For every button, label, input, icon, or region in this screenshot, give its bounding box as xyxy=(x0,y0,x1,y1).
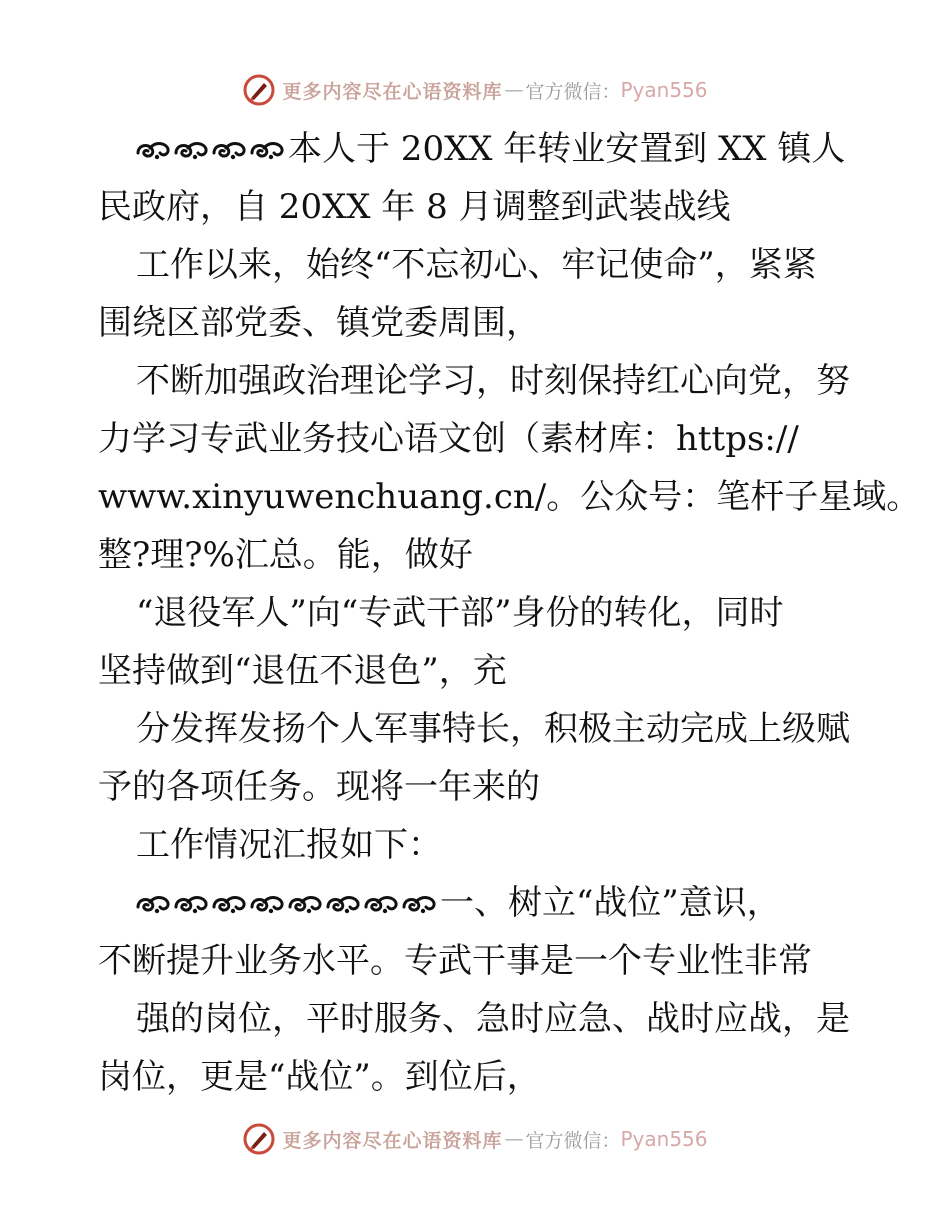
body-line xyxy=(98,178,858,236)
body-line xyxy=(98,526,858,584)
body-line-text: 分发挥发扬个人军事特长，积极主动完成上级赋 xyxy=(136,709,850,749)
pen-logo-icon xyxy=(242,1122,276,1156)
ornament-icon xyxy=(250,893,284,917)
body-line xyxy=(98,874,858,932)
body-line xyxy=(98,584,858,642)
body-line-text: 围绕区部党委、镇党委周围， xyxy=(98,303,540,343)
body-line xyxy=(98,816,858,874)
watermark-wechat-id: Pyan556 xyxy=(620,78,708,102)
body-line-text: 本人于 20XX 年转业安置到 XX 镇人 xyxy=(288,129,846,169)
body-line-text: 不断加强政治理论学习，时刻保持红心向党，努 xyxy=(136,361,850,401)
watermark-sub-text: 官方微信： xyxy=(525,1129,621,1152)
body-line-text: 民政府，自 20XX 年 8 月调整到武装战线 xyxy=(98,187,731,227)
ornament-icon xyxy=(288,893,322,917)
body-line xyxy=(98,236,858,294)
ornament-icon xyxy=(402,893,436,917)
body-line-text: 不断提升业务水平。专武干事是一个专业性非常 xyxy=(98,941,812,981)
body-line-text: 一、树立“战位”意识， xyxy=(440,883,781,923)
body-line xyxy=(98,758,858,816)
watermark-main-text: 更多内容尽在心语资料库 xyxy=(282,1129,503,1152)
ornament-icon xyxy=(174,139,208,163)
body-line xyxy=(98,1048,858,1106)
ornament-icon xyxy=(212,893,246,917)
watermark-sub-text: 官方微信： xyxy=(525,80,621,103)
body-line-text: 整?理?%汇总。能，做好 xyxy=(98,535,473,575)
body-line xyxy=(98,932,858,990)
body-line-text: “退役军人”向“专武干部”身份的转化，同时 xyxy=(136,593,784,633)
body-line-text: 力学习专武业务技心语文创（素材库：https:// xyxy=(98,419,799,459)
body-line xyxy=(98,642,858,700)
watermark-separator: — xyxy=(504,79,524,101)
pen-logo-icon xyxy=(242,73,276,107)
body-line-text: 坚持做到“退伍不退色”，充 xyxy=(98,651,507,691)
body-line xyxy=(98,990,858,1048)
ornament-icon xyxy=(364,893,398,917)
body-line-text: 工作情况汇报如下： xyxy=(136,825,442,865)
watermark-separator: — xyxy=(504,1128,524,1150)
body-line xyxy=(98,410,858,468)
body-line xyxy=(98,120,858,178)
watermark-wechat-id: Pyan556 xyxy=(620,1127,708,1151)
watermark-banner-top xyxy=(0,70,950,110)
body-line xyxy=(98,700,858,758)
ornament-icon xyxy=(136,139,170,163)
body-line-text: 强的岗位，平时服务、急时应急、战时应战，是 xyxy=(136,999,850,1039)
body-line-text: 工作以来，始终“不忘初心、牢记使命”，紧紧 xyxy=(136,245,817,285)
body-line-text: www.xinyuwenchuang.cn/。公众号：笔杆子星域。 xyxy=(98,477,921,517)
body-line xyxy=(98,294,858,352)
ornament-icon xyxy=(174,893,208,917)
ornament-icon xyxy=(326,893,360,917)
ornament-icon xyxy=(212,139,246,163)
document-body xyxy=(98,120,921,1106)
body-line-text: 岗位，更是“战位”。到位后， xyxy=(98,1057,541,1097)
watermark-main-text: 更多内容尽在心语资料库 xyxy=(282,80,503,103)
ornament-icon xyxy=(250,139,284,163)
ornament-icon xyxy=(136,893,170,917)
body-line-text: 予的各项任务。现将一年来的 xyxy=(98,767,540,807)
watermark-banner-bottom xyxy=(0,1119,950,1159)
body-line xyxy=(98,352,858,410)
body-line xyxy=(98,468,921,526)
